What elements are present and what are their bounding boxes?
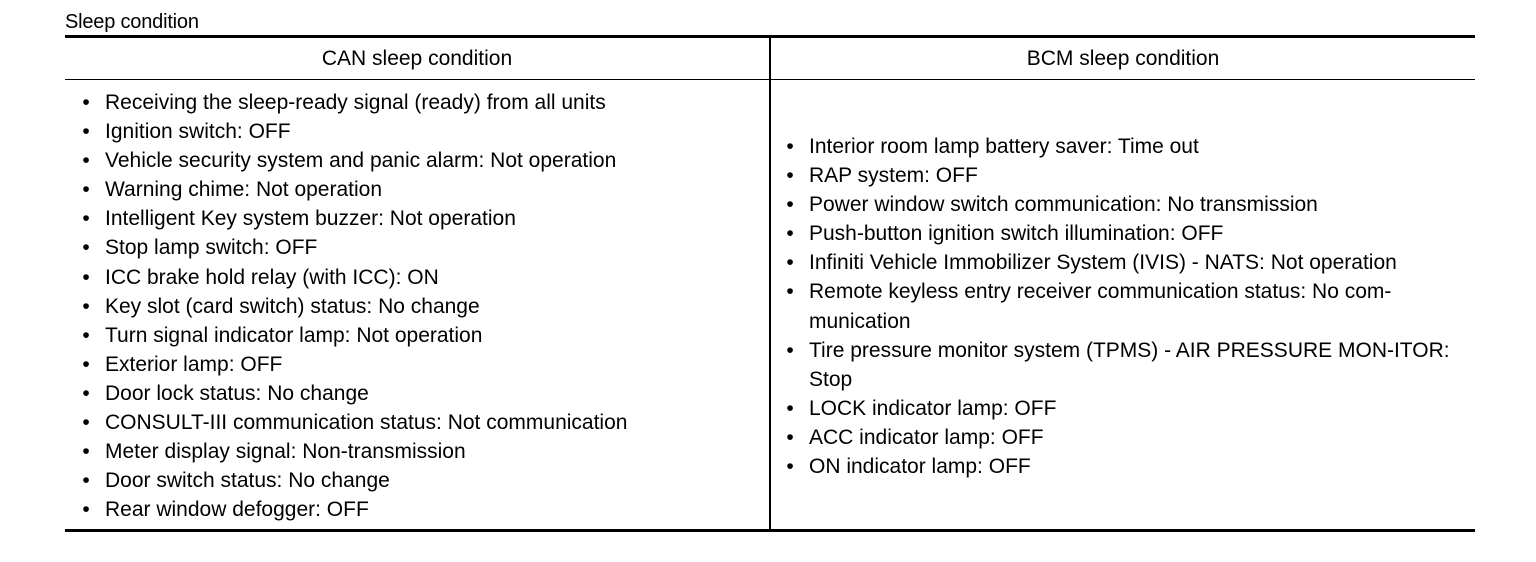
column-header-bcm: BCM sleep condition — [1026, 47, 1220, 70]
list-item: • Vehicle security system and panic alarm: Not operation — [79, 146, 759, 175]
list-item: • Receiving the sleep-ready signal (ready) from all units — [79, 88, 759, 117]
list-item: • Turn signal indicator lamp: Not operation — [79, 321, 759, 350]
list-item: • Power window switch communication: No transmission — [783, 190, 1465, 219]
list-item: • Stop lamp switch: OFF — [79, 233, 759, 262]
list-item: • Intelligent Key system buzzer: Not operation — [79, 204, 759, 233]
bullet-icon: • — [82, 469, 90, 493]
list-item: • Meter display signal: Non-transmission — [79, 437, 759, 466]
column-header-can: CAN sleep condition — [321, 47, 513, 70]
list-item: • CONSULT-III communication status: Not communication — [79, 408, 759, 437]
table-caption: Sleep condition — [65, 11, 199, 33]
bullet-icon: • — [82, 323, 90, 347]
bullet-icon: • — [82, 265, 90, 289]
bullet-icon: • — [786, 280, 794, 304]
bullet-icon: • — [786, 455, 794, 479]
bullet-icon: • — [82, 91, 90, 114]
list-item: • ACC indicator lamp: OFF — [783, 423, 1465, 452]
list-item: • LOCK indicator lamp: OFF — [783, 394, 1465, 423]
list-item: • Key slot (card switch) status: No change — [79, 292, 759, 321]
can-sleep-condition-list — [79, 88, 759, 524]
list-item: • Ignition switch: OFF — [79, 117, 759, 146]
list-item: • Door lock status: No change — [79, 379, 759, 408]
list-item: • Infiniti Vehicle Immobilizer System (IVIS) - NATS: Not operation — [783, 248, 1465, 277]
bullet-icon: • — [82, 294, 90, 318]
bullet-icon: • — [82, 207, 90, 231]
bullet-icon: • — [786, 396, 794, 420]
bullet-icon: • — [82, 411, 90, 435]
list-item: • Push-button ignition switch illumination: OFF — [783, 219, 1465, 248]
bullet-icon: • — [82, 381, 90, 405]
sleep-condition-table — [65, 35, 1475, 532]
bullet-icon: • — [82, 440, 90, 464]
bcm-sleep-condition-list — [783, 132, 1465, 481]
bullet-icon: • — [786, 164, 794, 188]
list-item: • Exterior lamp: OFF — [79, 350, 759, 379]
bullet-icon: • — [786, 251, 794, 275]
bullet-icon: • — [82, 352, 90, 376]
bullet-icon: • — [786, 135, 794, 158]
bullet-icon: • — [786, 222, 794, 246]
list-item: • Rear window defogger: OFF — [79, 495, 759, 524]
list-item: • Remote keyless entry receiver communication status: No com-munication — [783, 277, 1465, 335]
list-item: • Interior room lamp battery saver: Time out — [783, 132, 1465, 161]
bullet-icon: • — [786, 193, 794, 217]
list-item: • ICC brake hold relay (with ICC): ON — [79, 263, 759, 292]
bullet-icon: • — [82, 149, 90, 173]
bullet-icon: • — [82, 236, 90, 260]
column-divider — [769, 38, 771, 529]
list-item: • ON indicator lamp: OFF — [783, 452, 1465, 481]
bullet-icon: • — [82, 178, 90, 202]
list-item: • Warning chime: Not operation — [79, 175, 759, 204]
bullet-icon: • — [786, 338, 794, 362]
list-item: • Door switch status: No change — [79, 466, 759, 495]
list-item: • Tire pressure monitor system (TPMS) - AIR PRESSURE MON-ITOR: Stop — [783, 336, 1465, 394]
bullet-icon: • — [82, 120, 90, 144]
bullet-icon: • — [786, 425, 794, 449]
bullet-icon: • — [82, 498, 90, 522]
list-item: • RAP system: OFF — [783, 161, 1465, 190]
